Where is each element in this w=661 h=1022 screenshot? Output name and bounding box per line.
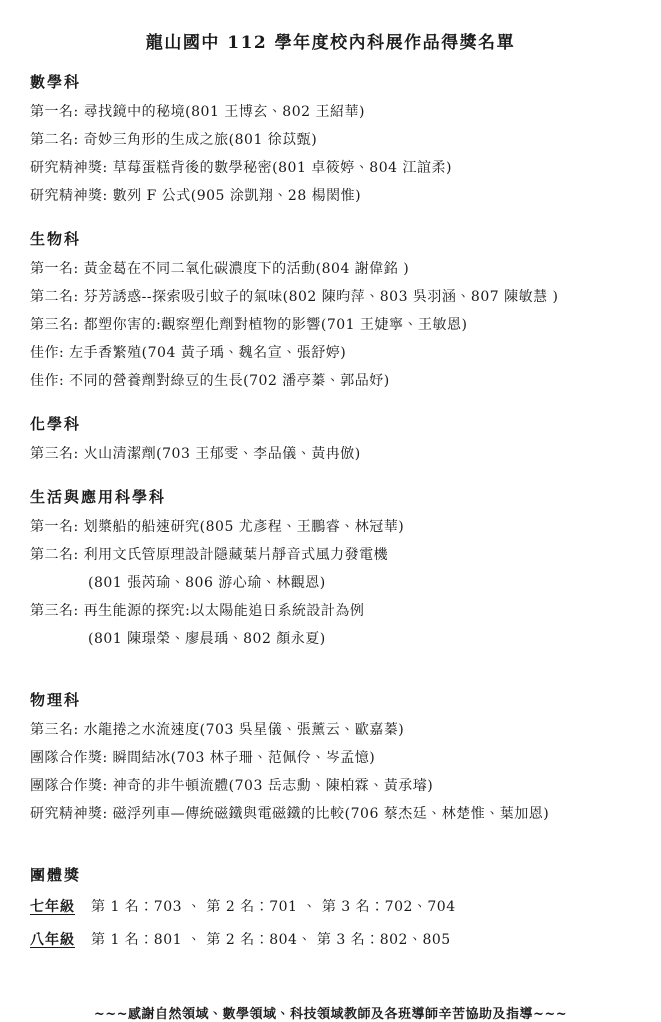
award-entry: 團隊合作獎: 瞬間結冰(703 林子珊、范佩伶、岑孟憶)	[30, 750, 376, 766]
team-award-row	[30, 891, 631, 924]
award-entry: 研究精神獎: 草莓蛋糕背後的數學秘密(801 卓筱婷、804 江誼柔)	[30, 160, 452, 176]
section-physics	[30, 689, 631, 828]
award-entry: 第三名: 都塑你害的:觀察塑化劑對植物的影響(701 王婕寧、王敏恩)	[30, 317, 468, 333]
document-title: 龍山國中 112 學年度校內科展作品得獎名單	[145, 33, 516, 53]
award-entry: 第二名: 芬芳誘惑--探索吸引蚊子的氣味(802 陳昀萍、803 吳羽涵、807 陳敏慧 )	[30, 289, 559, 305]
award-entry-continuation: (801 陳璟榮、廖晨瑀、802 顏永夏)	[88, 631, 326, 647]
section-heading-biology: 生物科	[30, 230, 82, 248]
award-entry: 研究精神獎: 數列 F 公式(905 涂凱翔、28 楊閎惟)	[30, 188, 362, 204]
award-entry: 第一名: 尋找鏡中的秘境(801 王博玄、802 王紹華)	[30, 104, 365, 120]
section-heading-math: 數學科	[30, 73, 82, 91]
award-entry: 研究精神獎: 磁浮列車—傳統磁鐵與電磁鐵的比較(706 蔡杰廷、林楚惟、葉加恩)	[30, 806, 550, 822]
award-entry: 佳作: 不同的營養劑對綠豆的生長(702 潘亭蓁、郭品妤)	[30, 373, 390, 389]
section-biology	[30, 228, 631, 395]
award-entry: 第三名: 再生能源的探究:以太陽能追日系統設計為例	[30, 603, 365, 619]
award-entry: 第二名: 奇妙三角形的生成之旅(801 徐苡甄)	[30, 132, 318, 148]
section-heading-chemistry: 化學科	[30, 415, 82, 433]
award-entry: 第二名: 利用文氏管原理設計隱藏葉片靜音式風力發電機	[30, 547, 389, 563]
award-entry: 佳作: 左手香繁殖(704 黃子瑀、魏名宣、張舒婷)	[30, 345, 347, 361]
section-life-applied-science	[30, 486, 631, 653]
section-heading-life-applied-science: 生活與應用科學科	[30, 488, 167, 506]
award-entry: 第一名: 黃金葛在不同二氧化碳濃度下的活動(804 謝偉銘 )	[30, 261, 410, 277]
award-entry: 團隊合作獎: 神奇的非牛頓流體(703 岳志勳、陳柏霖、黃承璿)	[30, 778, 434, 794]
section-team-awards	[30, 864, 631, 957]
section-math	[30, 71, 631, 210]
award-entry: 第一名: 划槳船的船速研究(805 尤彥程、王鵬睿、林冠華)	[30, 519, 405, 535]
grade-results-7: 第 1 名：703 、 第 2 名：701 、 第 3 名：702、704	[91, 899, 456, 915]
award-entry-continuation: (801 張芮瑜、806 游心瑜、林觀恩)	[88, 575, 326, 591]
award-entry: 第三名: 火山清潔劑(703 王郁雯、李品儀、黃冉倣)	[30, 446, 361, 462]
grade-results-8: 第 1 名：801 、 第 2 名：804、 第 3 名：802、805	[91, 932, 451, 948]
section-chemistry	[30, 413, 631, 468]
award-entry: 第三名: 水龍捲之水流速度(703 吳星儀、張薰云、歐嘉蓁)	[30, 722, 405, 738]
acknowledgement-footer: ~~~感謝自然領域、數學領域、科技領域教師及各班導師辛苦協助及指導~~~	[93, 1007, 568, 1022]
section-heading-physics: 物理科	[30, 691, 82, 709]
grade-label-7: 七年級	[30, 899, 75, 915]
team-award-row	[30, 924, 631, 957]
grade-label-8: 八年級	[30, 932, 75, 948]
section-heading-team-awards: 團體獎	[30, 866, 82, 884]
